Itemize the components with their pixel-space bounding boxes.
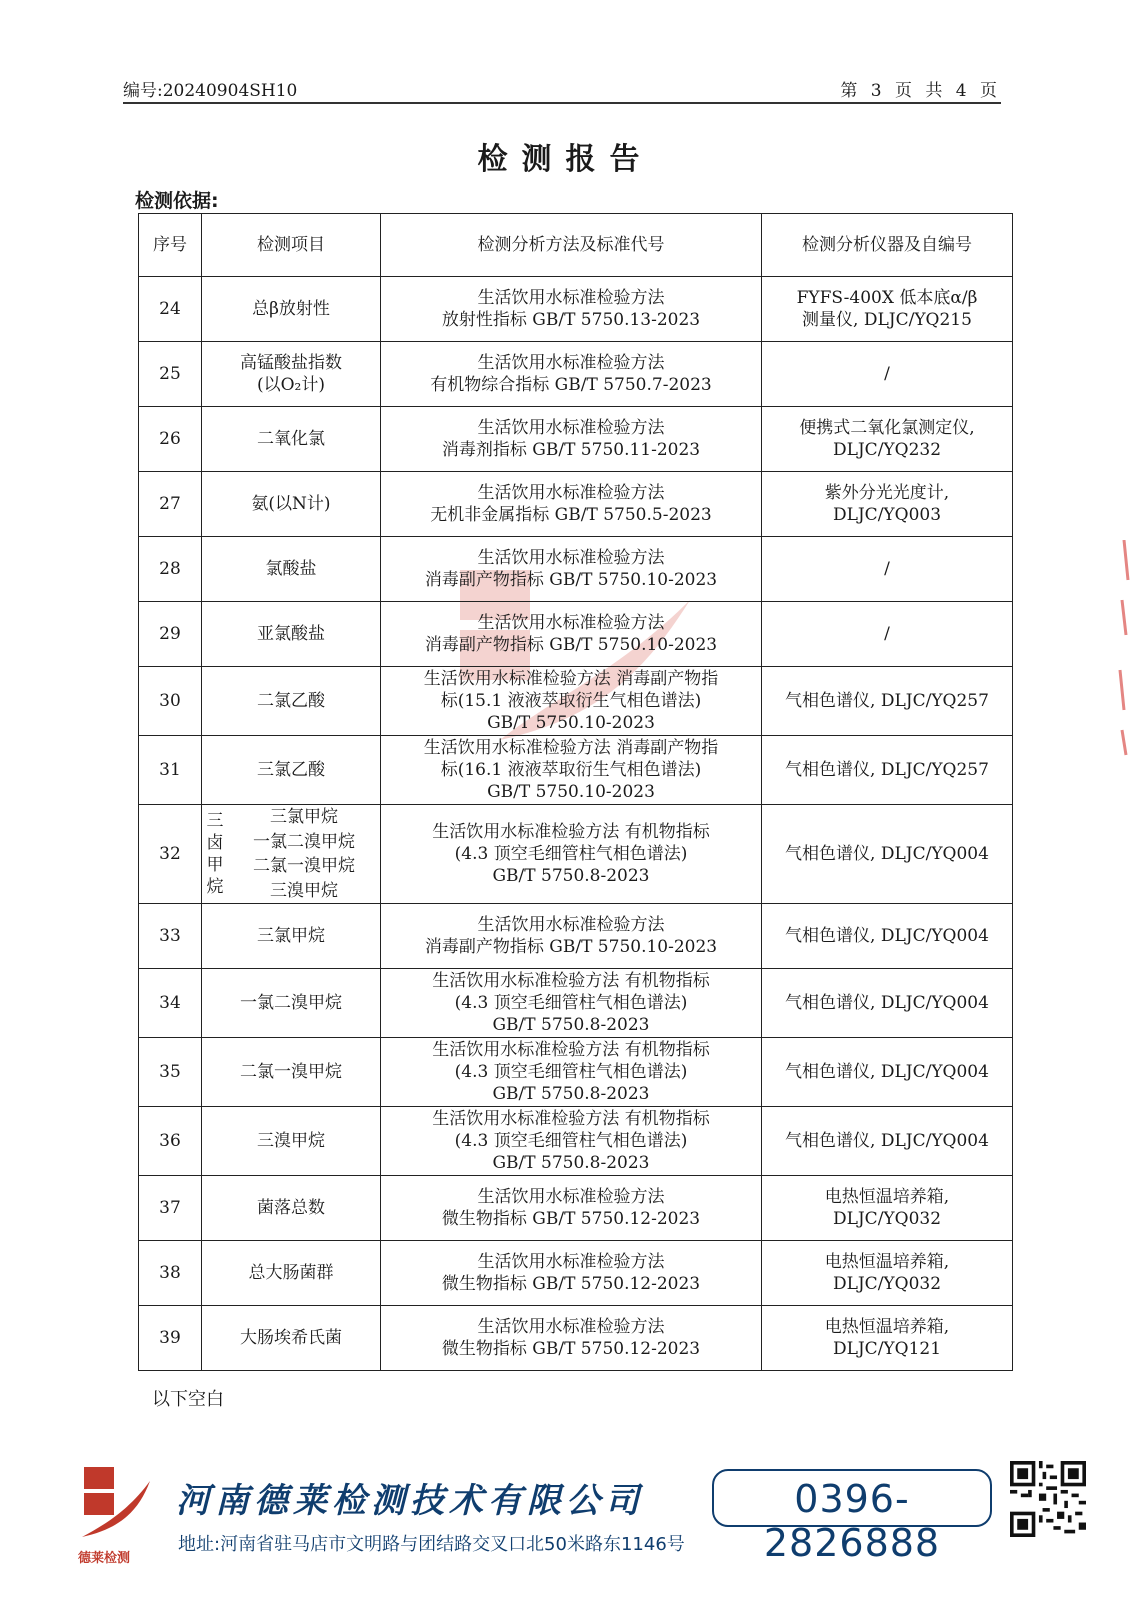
company-name: 河南德莱检测技术有限公司 [176, 1481, 644, 1521]
test-method: 生活饮用水标准检验方法 消毒副产物指标 GB/T 5750.10-2023 [381, 537, 762, 602]
test-method: 生活饮用水标准检验方法 消毒副产物指标 GB/T 5750.10-2023 [381, 602, 762, 667]
test-method: 生活饮用水标准检验方法 有机物指标 (4.3 顶空毛细管柱气相色谱法) GB/T 5750.8-2023 [381, 969, 762, 1038]
test-method: 生活饮用水标准检验方法 消毒副产物指 标(16.1 液液萃取衍生气相色谱法) GB/T 5750.10-2023 [381, 736, 762, 805]
test-item: 总大肠菌群 [202, 1241, 381, 1306]
test-item: 三溴甲烷 [202, 1107, 381, 1176]
test-item-group [202, 805, 381, 904]
basis-label: 检测依据: [135, 190, 219, 212]
row-number: 35 [139, 1038, 202, 1107]
row-number: 29 [139, 602, 202, 667]
row-number: 31 [139, 736, 202, 805]
test-method: 生活饮用水标准检验方法 消毒副产物指标 GB/T 5750.10-2023 [381, 904, 762, 969]
test-instrument: / [762, 537, 1013, 602]
table-row [139, 1107, 1013, 1176]
logo-caption: 德莱检测 [78, 1551, 131, 1566]
test-method: 生活饮用水标准检验方法 微生物指标 GB/T 5750.12-2023 [381, 1306, 762, 1371]
table-row [139, 1241, 1013, 1306]
qr-code-icon [1010, 1461, 1086, 1537]
table-row [139, 667, 1013, 736]
test-instrument: / [762, 342, 1013, 407]
test-item: 三氯甲烷 [202, 904, 381, 969]
seal-fragment [1110, 540, 1131, 760]
test-method: 生活饮用水标准检验方法 有机物综合指标 GB/T 5750.7-2023 [381, 342, 762, 407]
page-header [123, 76, 1001, 104]
phone-number: 0396-2826888 [763, 1477, 941, 1565]
table-header-row [139, 214, 1013, 277]
test-instrument: 电热恒温培养箱, DLJC/YQ032 [762, 1176, 1013, 1241]
method-table [138, 213, 1013, 1371]
test-item: 二氧化氯 [202, 407, 381, 472]
row-number: 32 [139, 805, 202, 904]
test-item: 氯酸盐 [202, 537, 381, 602]
phone-box [712, 1469, 992, 1565]
table-row [139, 472, 1013, 537]
company-address: 地址:河南省驻马店市文明路与团结路交叉口北50米路东1146号 [178, 1534, 685, 1555]
table-row [139, 342, 1013, 407]
test-instrument: 电热恒温培养箱, DLJC/YQ121 [762, 1306, 1013, 1371]
row-number: 26 [139, 407, 202, 472]
test-method: 生活饮用水标准检验方法 有机物指标 (4.3 顶空毛细管柱气相色谱法) GB/T 5750.8-2023 [381, 1107, 762, 1176]
sub-item: 三溴甲烷 [270, 880, 338, 901]
row-number: 24 [139, 277, 202, 342]
test-method: 生活饮用水标准检验方法 微生物指标 GB/T 5750.12-2023 [381, 1241, 762, 1306]
test-method: 生活饮用水标准检验方法 无机非金属指标 GB/T 5750.5-2023 [381, 472, 762, 537]
test-method: 生活饮用水标准检验方法 消毒副产物指 标(15.1 液液萃取衍生气相色谱法) GB/T 5750.10-2023 [381, 667, 762, 736]
test-instrument: / [762, 602, 1013, 667]
row-number: 27 [139, 472, 202, 537]
report-number: 编号:20240904SH10 [123, 81, 298, 101]
table-row [139, 1038, 1013, 1107]
sub-item: 二氯一溴甲烷 [253, 856, 355, 877]
test-item: 氨(以N计) [202, 472, 381, 537]
table-row [139, 277, 1013, 342]
row-number: 36 [139, 1107, 202, 1176]
test-item: 菌落总数 [202, 1176, 381, 1241]
test-method: 生活饮用水标准检验方法 有机物指标 (4.3 顶空毛细管柱气相色谱法) GB/T 5750.8-2023 [381, 805, 762, 904]
table-row [139, 1306, 1013, 1371]
row-number: 33 [139, 904, 202, 969]
test-instrument: 气相色谱仪, DLJC/YQ004 [762, 805, 1013, 904]
test-instrument: 紫外分光光度计, DLJC/YQ003 [762, 472, 1013, 537]
test-instrument: 便携式二氧化氯测定仪, DLJC/YQ232 [762, 407, 1013, 472]
company-logo [78, 1463, 152, 1543]
test-item: 高锰酸盐指数 (以O₂计) [202, 342, 381, 407]
test-instrument: FYFS-400X 低本底α/β 测量仪, DLJC/YQ215 [762, 277, 1013, 342]
test-method: 生活饮用水标准检验方法 有机物指标 (4.3 顶空毛细管柱气相色谱法) GB/T 5750.8-2023 [381, 1038, 762, 1107]
test-instrument: 电热恒温培养箱, DLJC/YQ032 [762, 1241, 1013, 1306]
table-row [139, 805, 1013, 904]
table-row [139, 1176, 1013, 1241]
row-number: 28 [139, 537, 202, 602]
test-item: 亚氯酸盐 [202, 602, 381, 667]
test-instrument: 气相色谱仪, DLJC/YQ004 [762, 1107, 1013, 1176]
test-instrument: 气相色谱仪, DLJC/YQ257 [762, 667, 1013, 736]
row-number: 37 [139, 1176, 202, 1241]
trihalomethane-group [202, 805, 380, 903]
col-header-method: 检测分析方法及标准代号 [381, 214, 762, 277]
table-row [139, 736, 1013, 805]
test-method: 生活饮用水标准检验方法 微生物指标 GB/T 5750.12-2023 [381, 1176, 762, 1241]
row-number: 30 [139, 667, 202, 736]
test-item: 大肠埃希氏菌 [202, 1306, 381, 1371]
col-header-instrument: 检测分析仪器及自编号 [762, 214, 1013, 277]
sub-item: 一氯二溴甲烷 [253, 831, 355, 852]
sub-item: 三氯甲烷 [270, 807, 338, 828]
test-item: 一氯二溴甲烷 [202, 969, 381, 1038]
test-instrument: 气相色谱仪, DLJC/YQ004 [762, 904, 1013, 969]
page-footer [0, 1455, 1131, 1575]
test-item: 总β放射性 [202, 277, 381, 342]
test-item: 三氯乙酸 [202, 736, 381, 805]
table-row [139, 407, 1013, 472]
test-method: 生活饮用水标准检验方法 放射性指标 GB/T 5750.13-2023 [381, 277, 762, 342]
page-title: 检测报告 [477, 142, 654, 177]
test-instrument: 气相色谱仪, DLJC/YQ004 [762, 969, 1013, 1038]
col-header-item: 检测项目 [202, 214, 381, 277]
page-info: 第 3 页 共 4 页 [840, 81, 1001, 101]
table-row [139, 537, 1013, 602]
table-row [139, 602, 1013, 667]
row-number: 38 [139, 1241, 202, 1306]
test-item: 二氯乙酸 [202, 667, 381, 736]
row-number: 25 [139, 342, 202, 407]
row-number: 34 [139, 969, 202, 1038]
table-row [139, 904, 1013, 969]
test-instrument: 气相色谱仪, DLJC/YQ257 [762, 736, 1013, 805]
col-header-no: 序号 [139, 214, 202, 277]
test-instrument: 气相色谱仪, DLJC/YQ004 [762, 1038, 1013, 1107]
test-method: 生活饮用水标准检验方法 消毒剂指标 GB/T 5750.11-2023 [381, 407, 762, 472]
test-item: 二氯一溴甲烷 [202, 1038, 381, 1107]
table-row [139, 969, 1013, 1038]
blank-below-note: 以下空白 [152, 1389, 224, 1410]
row-number: 39 [139, 1306, 202, 1371]
group-label: 三 卤 甲 烷 [206, 811, 224, 897]
